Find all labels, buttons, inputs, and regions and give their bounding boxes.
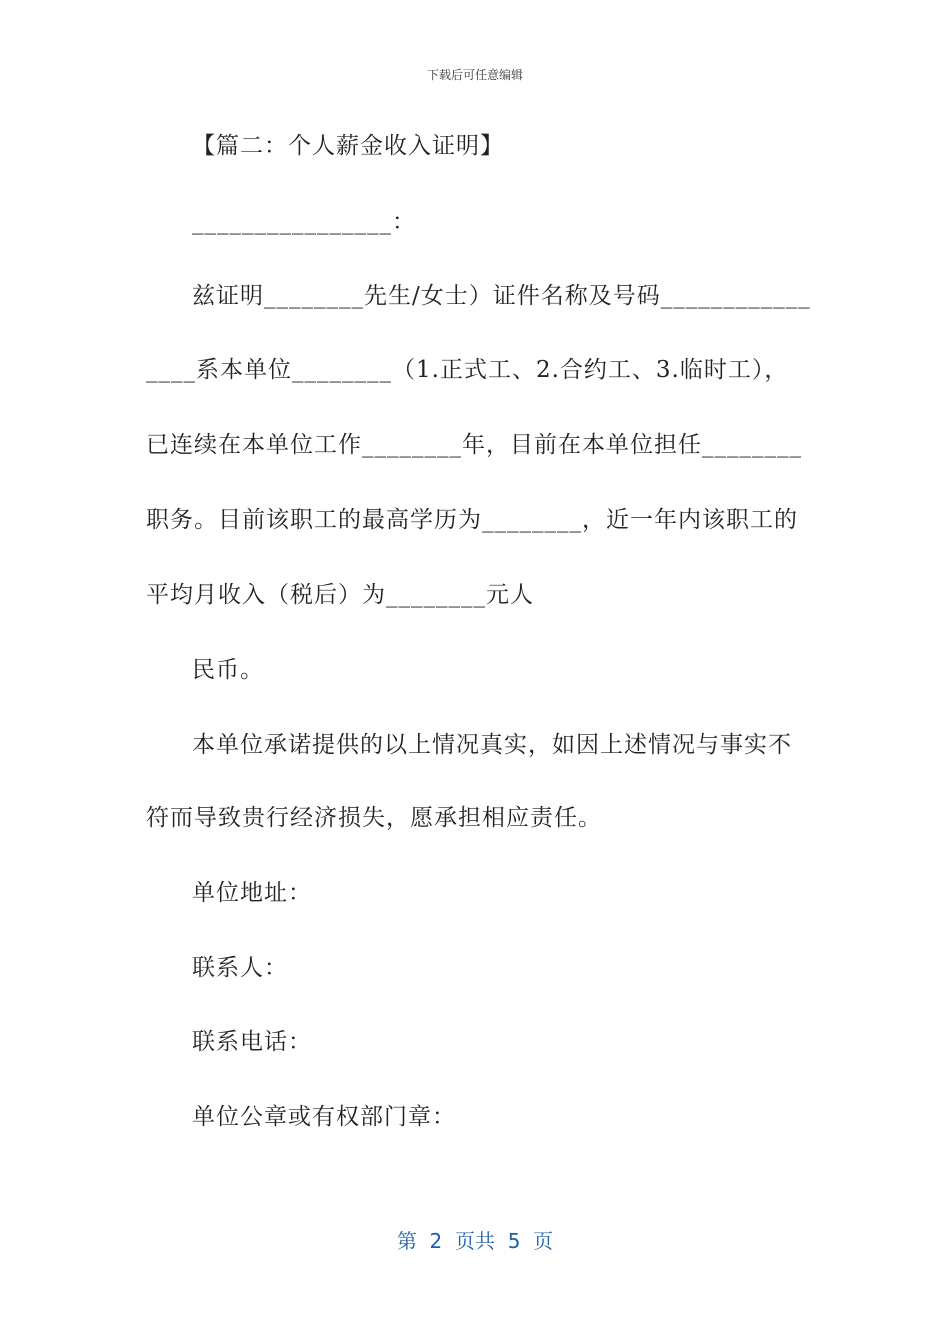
contact-person-label: 联系人： [192, 955, 288, 981]
paragraph-line: 本单位承诺提供的以上情况真实，如因上述情况与事实不 [192, 732, 792, 758]
paragraph-line: 已连续在本单位工作________年，目前在本单位担任________ [146, 432, 802, 458]
header-note: 下载后可任意编辑 [426, 68, 523, 82]
paragraph-line: ____系本单位________（1.正式工、2.合约工、3.临时工）， [146, 357, 789, 383]
document-title: 【篇二：个人薪金收入证明】 [192, 133, 504, 159]
official-seal-label: 单位公章或有权部门章： [192, 1104, 456, 1130]
paragraph-line: 职务。目前该职工的最高学历为________，近一年内该职工的 [146, 507, 798, 533]
paragraph-line: 兹证明________先生/女士）证件名称及号码____________ [192, 283, 811, 309]
contact-phone-label: 联系电话： [192, 1029, 312, 1055]
paragraph-line: 符而导致贵行经济损失，愿承担相应责任。 [146, 805, 602, 831]
paragraph-line: 民币。 [192, 657, 264, 683]
paragraph-line: 平均月收入（税后）为________元人 [146, 582, 534, 608]
salutation-blank: ________________： [192, 209, 416, 235]
unit-address-label: 单位地址： [192, 880, 312, 906]
page-number: 第 2 页共 5 页 [396, 1229, 554, 1253]
